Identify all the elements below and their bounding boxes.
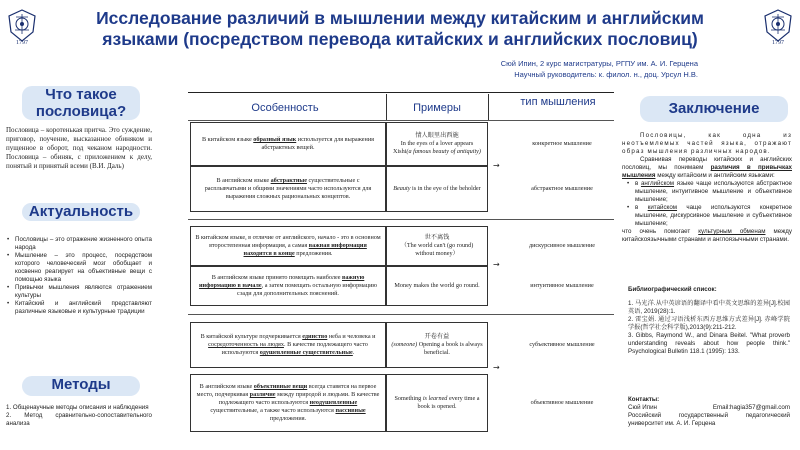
feature-cell: В китайской культуре подчеркивается единство неба и человека и сосредоточенность на людях. В качестве подлежащего часто используются одушевленные существительные. bbox=[190, 322, 386, 368]
feature-cell: В английском языке объективные вещи всегда ставятся на первое место, подчеркивая различие между природой и людьми. В качестве подлежащего часто используются неодушевленные существительные, а также часто используются пассивные предложения. bbox=[190, 374, 386, 432]
table-top-border bbox=[188, 92, 614, 93]
example-cell: Beauty is in the eye of the beholder bbox=[386, 166, 488, 212]
thinking-type-label: объективное мышление bbox=[530, 399, 594, 406]
section-header-relevance bbox=[22, 203, 140, 221]
author-info bbox=[358, 58, 698, 80]
header-divider bbox=[386, 94, 387, 120]
section-title-relevance: Актуальность bbox=[28, 203, 134, 220]
thinking-type-label: абстрактное мышление bbox=[531, 185, 593, 192]
feature-cell: В английском языке принято помещать наиболее важную информацию в начале, а затем помещать остальную информацию сзади для дополнительных пояснений. bbox=[190, 266, 386, 306]
contact-name: Сюй Ипин bbox=[628, 404, 657, 411]
logo-year-left: 1797 bbox=[16, 40, 28, 46]
section-title-conclusion: Заключение bbox=[668, 100, 760, 117]
bibliography-item: 2. 雷宝娟. 通过习语浅析东西方思维方式差异[J]. 赤峰学院学报(哲学社会科学版),2013(9):211-212. bbox=[628, 316, 790, 331]
thinking-type-label: дискурсивное мышление bbox=[528, 242, 596, 249]
proverb-definition-text: Пословица – коротенькая притча. Это суждение, приговор, поучение, высказанное обиняком и пущенное в оборот, под чеканом народности. Пословица – обиняк, с приложением к делу, понятый и принятый всеми (В.И. Даль) bbox=[6, 126, 152, 170]
thinking-type-label: субъективное мышление bbox=[529, 341, 595, 348]
example-cell: Something is learned every time a book is opened. bbox=[386, 374, 488, 432]
relevance-item: • Китайский и английский представляют различные языковые и культурные традиции bbox=[6, 300, 152, 316]
feature-cell: В китайском языке, в отличие от английского, начало - это в основном второстепенная информация, а самая важная информация находится в конце предложения. bbox=[190, 226, 386, 266]
bibliography-title: Библиографический список: bbox=[628, 286, 717, 293]
thinking-type-label: конкретное мышление bbox=[532, 140, 592, 147]
contact-organization: Российский государственный педагогический университет им. А. И. Герцена bbox=[628, 412, 790, 427]
methods-item: 1. Общенаучные методы описания и наблюдения bbox=[6, 404, 149, 411]
arrow-icon: → bbox=[493, 161, 500, 170]
arrow-icon: → bbox=[493, 260, 500, 269]
thinking-type-label: интуитивное мышление bbox=[530, 282, 594, 289]
section-header-conclusion bbox=[640, 96, 788, 122]
feature-cell: В китайском языке образный язык используется для выражения абстрактных вещей. bbox=[190, 122, 386, 166]
section-header-what bbox=[22, 86, 140, 120]
arrow-icon: → bbox=[493, 363, 500, 372]
column-header-feature: Особенность bbox=[251, 102, 319, 114]
author-line: Сюй Ипин, 2 курс магистратуры, РГПУ им. А. И. Герцена bbox=[500, 59, 698, 68]
contacts-info bbox=[628, 404, 790, 428]
section-title-what: Что такое пословица? bbox=[35, 86, 127, 120]
poster-title: Исследование различий в мышлении между китайским и английским языками (посредством перевода китайских и английских пословиц) bbox=[96, 8, 704, 49]
university-crest-icon bbox=[761, 8, 795, 44]
conclusion-paragraph: Пословицы, как одна из неотъемлемых частей языка, отражают образ мышления различных народов. bbox=[622, 132, 792, 155]
methods-item: 2. Метод сравнительно-сопоставительного анализа bbox=[6, 412, 152, 427]
table-divider bbox=[188, 314, 614, 315]
table-divider bbox=[188, 120, 614, 121]
contacts-title: Контакты: bbox=[628, 396, 660, 403]
bibliography-item: 3. Gibbs, Raymond W., and Dinara Beitel. "What proverb understanding reveals about how people think." Psychological Bulletin 118.1 (1995): 133. bbox=[628, 332, 790, 355]
table-divider bbox=[188, 219, 614, 220]
header-divider bbox=[488, 94, 489, 120]
feature-cell: В английском языке абстрактные существительные с расплывчатыми и общими значениями часто используются для выражения сложных рациональных концептов. bbox=[190, 166, 386, 212]
example-cell: 世不离钱 （The world can't (go round) without money） bbox=[386, 226, 488, 266]
logo-year-right: 1797 bbox=[772, 40, 784, 46]
conclusion-paragraph: Сравнивая переводы китайских и английских пословиц, мы понимаем различия в привычках мышления между китайским и английским языками: bbox=[622, 156, 792, 179]
relevance-item: • Мышление – это процесс, посредством которого человеческий мозг обобщает и косвенно реагирует на объективные вещи с помощью языка bbox=[6, 252, 152, 284]
column-header-thinking-type: тип мышления bbox=[520, 96, 596, 108]
relevance-list bbox=[6, 236, 152, 316]
column-header-examples: Примеры bbox=[413, 102, 461, 114]
conclusion-item: • в английском языке чаще используются абстрактное мышление, интуитивное мышление и объективное мышление; bbox=[626, 180, 792, 204]
example-cell: 开卷有益 (someone) Opening a book is always beneficial. bbox=[386, 322, 488, 368]
section-header-methods bbox=[22, 376, 140, 396]
bibliography-item: 1. 马光洋.从中英谚语的翻译中看中英文思维的差异[J].校园英语, 2019(28):1. bbox=[628, 300, 790, 315]
example-cell: Money makes the world go round. bbox=[386, 266, 488, 306]
bibliography-list bbox=[628, 300, 790, 356]
relevance-item: • Привычки мышления являются отражением культуры bbox=[6, 284, 152, 300]
supervisor-line: Научный руководитель: к. филол. н., доц. Урсул Н.В. bbox=[514, 70, 698, 79]
conclusion-item: • в китайском чаще используются конкретное мышление, дискурсивное мышление и субъективное мышление; bbox=[626, 204, 792, 228]
university-crest-icon bbox=[5, 8, 39, 44]
conclusion-text bbox=[622, 132, 792, 244]
conclusion-paragraph: что очень помогает культурным обменам между китайскоязычными странами и англоязычными странами. bbox=[622, 228, 792, 243]
relevance-item: • Пословицы – это отражение жизненного опыта народа bbox=[6, 236, 152, 252]
methods-list bbox=[6, 404, 152, 428]
section-title-methods: Методы bbox=[51, 376, 111, 393]
contact-email[interactable]: Email:hagia357@gmail.com bbox=[712, 404, 790, 411]
example-cell: 情人眼里出西施 In the eyes of a lover appears Xishi(a famous beauty of antiquity) bbox=[386, 122, 488, 166]
